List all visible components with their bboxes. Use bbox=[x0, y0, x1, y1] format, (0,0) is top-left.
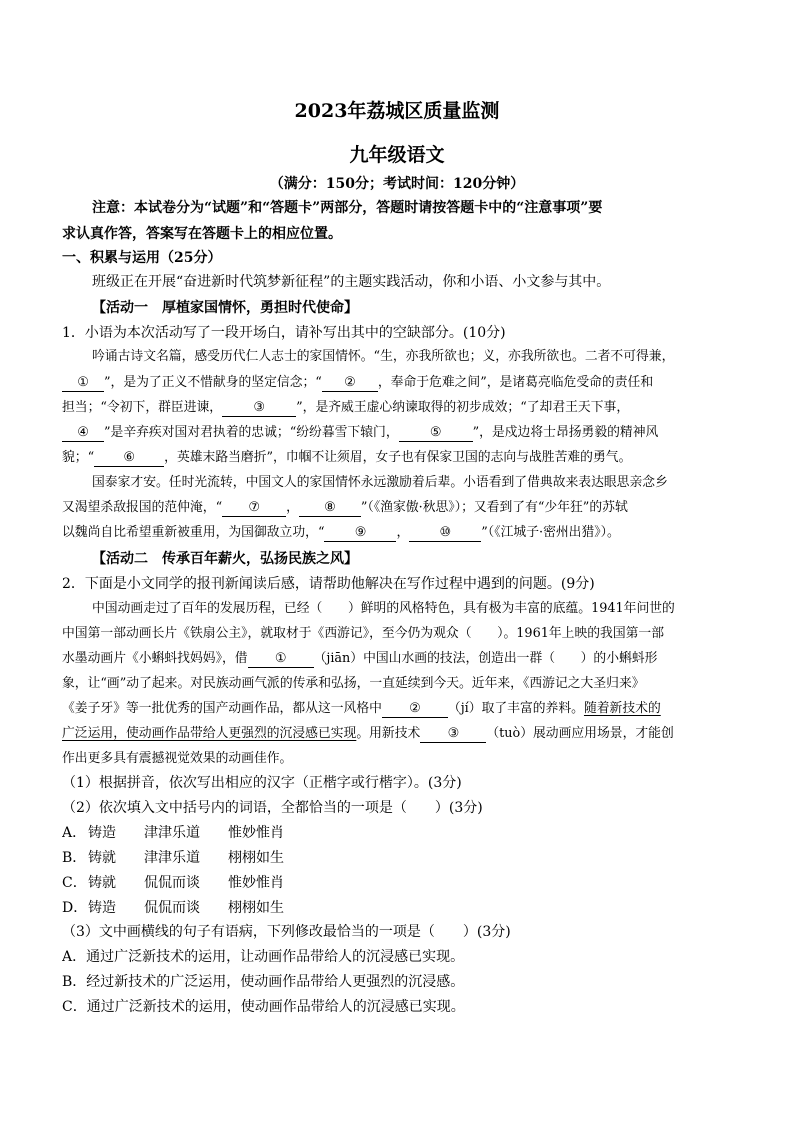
option-3c[interactable]: C．通过广泛新技术的运用，使动画作品带给人的沉浸感已实现。 bbox=[62, 999, 465, 1015]
passage3-line-3: 水墨动画片《小蝌蚪找妈妈》，借 ① （jiān）中国山水画的技法，创造出一群（ ）的小蝌蚪形 bbox=[62, 651, 658, 666]
option-c[interactable]: C．铸就 侃侃而谈 惟妙惟肖 bbox=[62, 875, 284, 891]
blank-4: ④ bbox=[62, 425, 104, 442]
option-d[interactable]: D．铸造 侃侃而谈 栩栩如生 bbox=[62, 900, 284, 916]
underlined-sentence-end: 广泛运用，使动画作品带给人更强烈的沉浸感已实现 bbox=[62, 726, 357, 741]
notice-line-2: 求认真作答，答案写在答题卡上的相应位置。 bbox=[62, 226, 342, 242]
passage3-line-4: 象，让“画”动了起来。对民族动画气派的传承和弘扬，一直延续到今天。近年来，《西游记之大圣归来》 bbox=[62, 676, 645, 691]
exam-subject: 九年级语文 bbox=[349, 144, 445, 166]
passage1-line-1: 吟诵古诗文名篇，感受历代仁人志士的家国情怀。“生，亦我所欲也；义，亦我所欲也。二者不可得兼， bbox=[92, 349, 675, 364]
section-heading: 一、积累与运用（25分） bbox=[62, 250, 222, 266]
question-2: 2．下面是小文同学的报刊新闻读后感，请帮助他解决在写作过程中遇到的问题。(9分) bbox=[62, 576, 595, 592]
blank-2: ② bbox=[322, 375, 378, 392]
passage1-line-2: ① ”，是为了正义不惜献身的坚定信念；“ ② ，奉命于危难之间”，是诸葛亮临危受命的责任和 bbox=[62, 373, 732, 393]
passage3-line-2: 中国第一部动画长片《铁扇公主》，就取材于《西游记》，至今仍为观众（ ）。1961年上映的我国第一部 bbox=[62, 626, 665, 641]
exam-meta: （满分：150分；考试时间：120分钟） bbox=[269, 176, 525, 192]
blank-9: ⑨ bbox=[324, 525, 396, 542]
section-intro: 班级正在开展“奋进新时代筑梦新征程”的主题实践活动，你和小语、小文参与其中。 bbox=[92, 274, 611, 290]
blank-pinyin-3: ③ bbox=[420, 726, 486, 743]
passage3-line-7: 作出更多具有震撼视觉效果的动画佳作。 bbox=[62, 751, 293, 766]
passage1-line-5: 貌；“ ⑥ ，英雄末路当磨折”，巾帼不让须眉，女子也有保家卫国的志向与战胜苦难的勇气。 bbox=[62, 450, 632, 465]
notice-line-1: 注意：本试卷分为“试题”和“答题卡”两部分，答题时请按答题卡中的“注意事项”要 bbox=[92, 200, 603, 216]
blank-pinyin-2: ② bbox=[382, 701, 448, 718]
blank-5: ⑤ bbox=[399, 425, 473, 442]
question-1: 1．小语为本次活动写了一段开场白，请补写出其中的空缺部分。(10分) bbox=[62, 325, 506, 341]
underlined-sentence-start: 随着新技术的 bbox=[583, 701, 661, 716]
blank-1: ① bbox=[62, 375, 104, 392]
passage1-line-3: 担当；“令初下，群臣进谏， ③ ”，是齐威王虚心纳谏取得的初步成效；“了却君王天下事， bbox=[62, 400, 630, 415]
blank-pinyin-1: ① bbox=[248, 651, 314, 668]
blank-10: ⑩ bbox=[409, 525, 481, 542]
sub-question-3: （3）文中画横线的句子有语病，下列修改最恰当的一项是（ ）(3分) bbox=[62, 924, 511, 940]
passage2-line-3: 以魏尚自比希望重新被重用，为国御敌立功，“ ⑨ ， ⑩ ”（《江城子·密州出猎》）。 bbox=[62, 525, 620, 540]
passage3-line-6: 广泛运用，使动画作品带给人更强烈的沉浸感已实现。用新技术 ③ （tuò）展动画应用场景，才能创 bbox=[62, 726, 674, 741]
option-b[interactable]: B． 铸就 津津乐道 栩栩如生 bbox=[62, 850, 284, 866]
option-a[interactable]: A． 铸造 津津乐道 惟妙惟肖 bbox=[62, 825, 284, 841]
blank-3: ③ bbox=[222, 400, 296, 417]
passage2-line-1: 国泰家才安。任时光流转，中国文人的家国情怀永远激励着后辈。小语看到了借典故来表达眼思亲念乡 bbox=[92, 475, 668, 490]
blank-6: ⑥ bbox=[94, 450, 164, 467]
option-3b[interactable]: B．经过新技术的广泛运用，使动画作品带给人更强烈的沉浸感。 bbox=[62, 974, 465, 990]
passage1-line-4: ④ ”是辛弃疾对国对君执着的忠诚；“纷纷暮雪下辕门， ⑤ ”，是戍边将士昂扬勇毅的精神风 bbox=[62, 423, 732, 443]
blank-7: ⑦ bbox=[222, 500, 286, 517]
activity1-heading: 【活动一 厚植家国情怀，勇担时代使命】 bbox=[92, 300, 358, 316]
option-3a[interactable]: A．通过广泛新技术的运用，让动画作品带给人的沉浸感已实现。 bbox=[62, 949, 465, 965]
sub-question-2: （2）依次填入文中括号内的词语，全都恰当的一项是（ ）(3分) bbox=[62, 800, 483, 816]
passage2-line-2: 又渴望杀敌报国的范仲淹，“ ⑦ ， ⑧ ”（《渔家傲·秋思》）；又看到了有“少年狂”的苏轼 bbox=[62, 500, 628, 515]
sub-question-1: （1）根据拼音，依次写出相应的汉字（正楷字或行楷字）。(3分) bbox=[62, 775, 462, 791]
activity2-heading: 【活动二 传承百年薪火，弘扬民族之风】 bbox=[92, 551, 358, 567]
passage3-line-1: 中国动画走过了百年的发展历程，已经（ ）鲜明的风格特色，具有极为丰富的底蕴。1941年问世的 bbox=[92, 601, 675, 616]
exam-title: 2023年荔城区质量监测 bbox=[294, 100, 500, 122]
blank-8: ⑧ bbox=[299, 500, 361, 517]
passage3-line-5: 《姜子牙》等一批优秀的国产动画作品，都从这一风格中 ② （jí）取了丰富的养料。随着新技术的 bbox=[62, 701, 661, 716]
